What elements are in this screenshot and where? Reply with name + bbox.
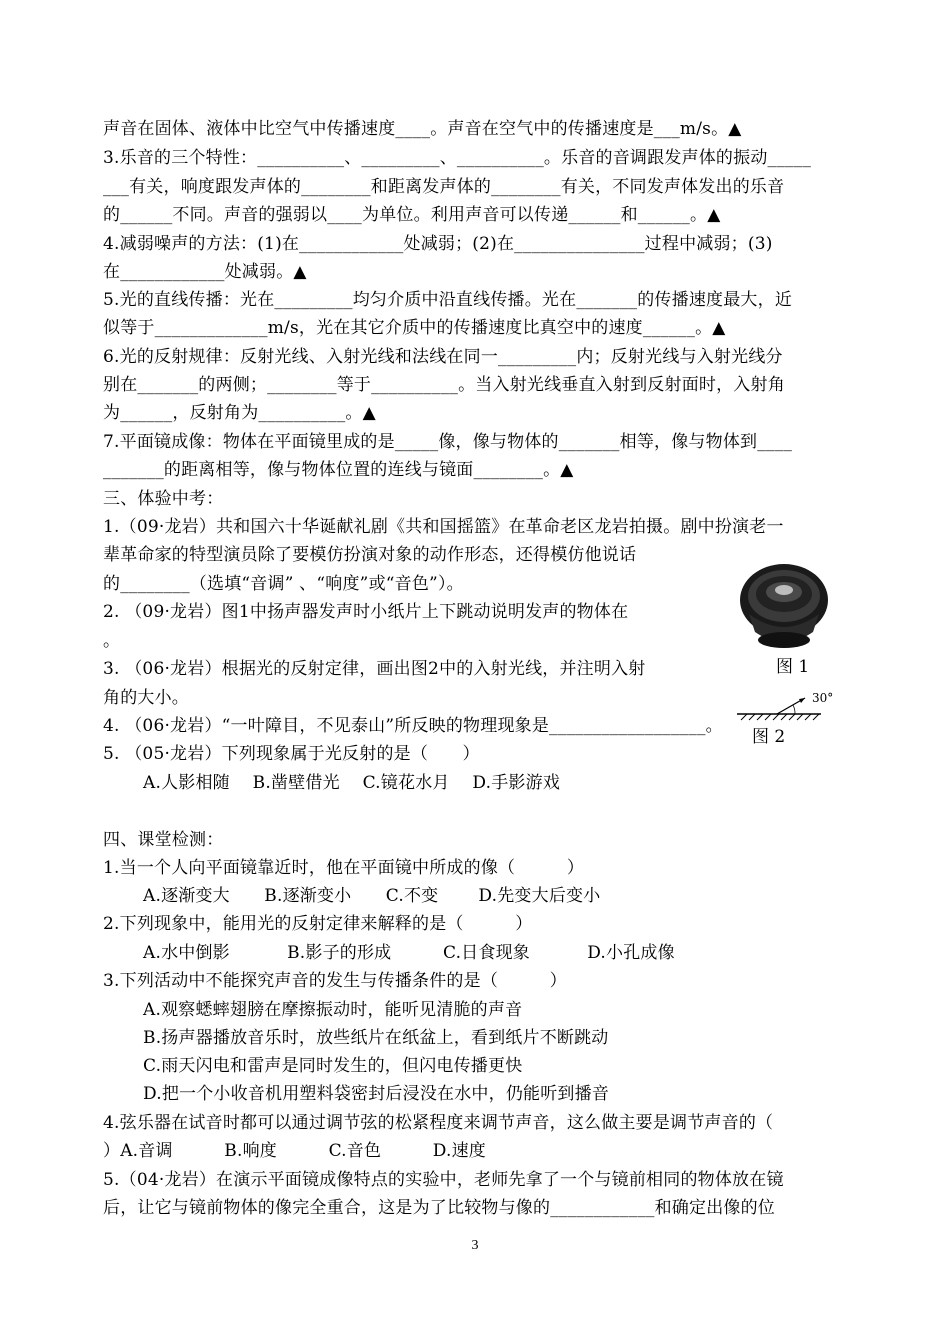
text-line: 3. （06·龙岩）根据光的反射定律，画出图2中的入射光线，并注明入射 <box>103 659 646 679</box>
answer-option: C.雨天闪电和雷声是同时发生的，但闪电传播更快 <box>143 1056 523 1076</box>
text-line: 5.（04·龙岩）在演示平面镜成像特点的实验中，老师先拿了一个与镜前相同的物体放在镜 <box>103 1170 784 1190</box>
text-line: 别在_______的两侧；________等于__________。当入射光线垂直入射到反射面时，入射角 <box>103 375 785 395</box>
answer-option: D.把一个小收音机用塑料袋密封后浸没在水中，仍能听到播音 <box>143 1084 610 1104</box>
text-line: 后，让它与镜前物体的像完全重合，这是为了比较物与像的____________和确定出像的位 <box>103 1198 775 1218</box>
text-line: 的______不同。声音的强弱以____为单位。利用声音可以传递______和______。▲ <box>103 205 721 225</box>
text-line: 。 <box>103 631 121 651</box>
section-heading: 四、课堂检测： <box>103 830 224 850</box>
text-line: 为______，反射角为__________。▲ <box>103 403 376 423</box>
text-line: 3.乐音的三个特性：__________、_________、__________。乐音的音调跟发声体的振动_____ <box>103 148 812 168</box>
text-line: 7.平面镜成像：物体在平面镜里成的是_____像，像与物体的_______相等，像与物体到____ <box>103 432 793 452</box>
answer-options: ）A.音调 B.响度 C.音色 D.速度 <box>103 1141 487 1161</box>
answer-options: A.人影相随 B.凿壁借光 C.镜花水月 D.手影游戏 <box>143 773 561 793</box>
text-line: 声音在固体、液体中比空气中传播速度____。声音在空气中的传播速度是___m/s。▲ <box>103 119 742 139</box>
text-line: 2.下列现象中，能用光的反射定律来解释的是（ ） <box>103 914 533 934</box>
answer-options: A.逐渐变大 B.逐渐变小 C.不变 D.先变大后变小 <box>143 886 601 906</box>
text-line: 似等于_____________m/s，光在其它介质中的传播速度比真空中的速度______。▲ <box>103 318 726 338</box>
text-line: 1.（09·龙岩）共和国六十华诞献礼剧《共和国摇篮》在革命老区龙岩拍摄。剧中扮演老一 <box>103 517 784 537</box>
text-line: 在____________处减弱。▲ <box>103 262 307 282</box>
text-line: 3.下列活动中不能探究声音的发生与传播条件的是（ ） <box>103 971 567 991</box>
section-heading: 三、体验中考： <box>103 489 224 509</box>
text-line: 角的大小。 <box>103 688 189 708</box>
text-line: ___有关，响度跟发声体的________和距离发声体的________有关，不同发声体发出的乐音 <box>103 177 785 197</box>
figure-1-caption: 图 1 <box>776 657 810 677</box>
text-line: _______的距离相等，像与物体位置的连线与镜面________。▲ <box>103 460 574 480</box>
text-line: 2. （09·龙岩）图1中扬声器发声时小纸片上下跳动说明发声的物体在 <box>103 602 629 622</box>
figure-2-caption: 图 2 <box>752 727 786 747</box>
text-line: 辈革命家的特型演员除了要模仿扮演对象的动作形态，还得模仿他说话 <box>103 545 637 565</box>
text-line: 6.光的反射规律：反射光线、入射光线和法线在同一_________内；反射光线与入射光线分 <box>103 347 783 367</box>
text-line: 的________（选填“音调” 、“响度”或“音色”）。 <box>103 574 464 594</box>
answer-option: B.扬声器播放音乐时，放些纸片在纸盆上，看到纸片不断跳动 <box>143 1028 609 1048</box>
text-line: 1.当一个人向平面镜靠近时，他在平面镜中所成的像（ ） <box>103 858 585 878</box>
page-number: 3 <box>471 1238 479 1253</box>
answer-option: A.观察蟋蟀翅膀在摩擦振动时，能听见清脆的声音 <box>143 1000 523 1020</box>
loudspeaker-figure <box>737 560 831 652</box>
angle-label: 30° <box>812 691 834 705</box>
text-line: 5.光的直线传播：光在_________均匀介质中沿直线传播。光在_______的传播速度最大，近 <box>103 290 793 310</box>
text-line: 4.弦乐器在试音时都可以通过调节弦的松紧程度来调节声音，这么做主要是调节声音的（ <box>103 1113 774 1133</box>
text-line: 4. （06·龙岩）“一叶障目，不见泰山”所反映的物理现象是__________________。 <box>103 716 723 736</box>
answer-options: A.水中倒影 B.影子的形成 C.日食现象 D.小孔成像 <box>143 943 675 963</box>
text-line: 4.减弱噪声的方法：(1)在____________处减弱；(2)在_______________过程中减弱；(3) <box>103 234 773 254</box>
text-line: 5. （05·龙岩）下列现象属于光反射的是（ ） <box>103 744 480 764</box>
